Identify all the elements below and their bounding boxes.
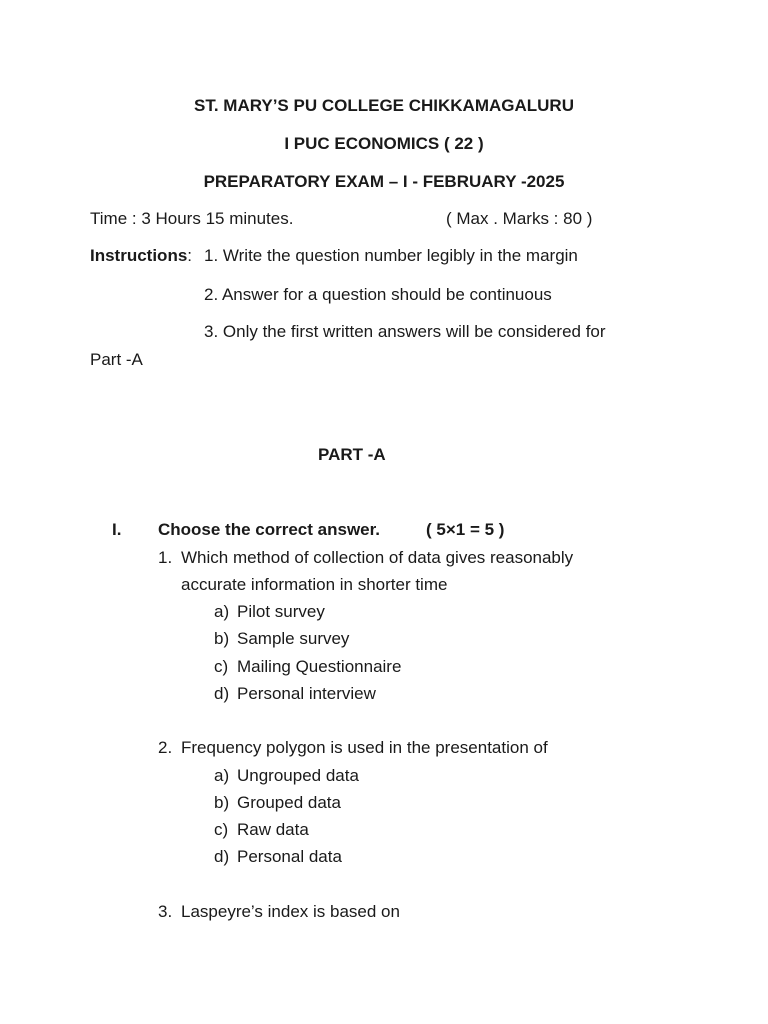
section-heading: Choose the correct answer. [158,520,381,539]
option-text: Grouped data [237,793,341,812]
option-text: Raw data [237,820,309,839]
option-text: Mailing Questionnaire [237,657,402,676]
question-number: 1. [158,548,173,567]
question-number: 2. [158,738,173,757]
option-text: Personal data [237,847,342,866]
question-text: Frequency polygon is used in the presentation of [181,738,548,757]
subject-title: I PUC ECONOMICS ( 22 ) [284,134,484,153]
option-letter: a) [214,766,230,785]
option-letter: a) [214,602,230,621]
question-text: Laspeyre’s index is based on [181,902,400,921]
max-marks: ( Max . Marks : 80 ) [446,209,593,228]
instructions-colon: : [187,246,193,265]
instruction-item: 2. Answer for a question should be continuous [204,285,552,304]
option-text: Ungrouped data [237,766,359,785]
option-letter: d) [214,847,230,866]
option-letter: b) [214,629,230,648]
question-number: 3. [158,902,173,921]
instructions-label: Instructions [90,246,188,265]
option-letter: c) [214,820,229,839]
instruction-item: 3. Only the first written answers will be considered for [204,322,606,341]
part-title: PART -A [318,445,386,464]
time-info: Time : 3 Hours 15 minutes. [90,209,294,228]
section-numeral: I. [112,520,122,539]
college-title: ST. MARY’S PU COLLEGE CHIKKAMAGALURU [194,96,574,115]
option-text: Personal interview [237,684,376,703]
option-text: Pilot survey [237,602,325,621]
exam-title: PREPARATORY EXAM – I - FEBRUARY -2025 [203,172,565,191]
question-text: accurate information in shorter time [181,575,448,594]
option-text: Sample survey [237,629,350,648]
section-marks: ( 5×1 = 5 ) [426,520,505,539]
option-letter: b) [214,793,230,812]
instruction-item: 1. Write the question number legibly in the margin [204,246,578,265]
question-text: Which method of collection of data gives reasonably [181,548,574,567]
instruction-continuation: Part -A [90,350,143,369]
option-letter: d) [214,684,230,703]
option-letter: c) [214,657,229,676]
instructions-heading [90,246,192,266]
